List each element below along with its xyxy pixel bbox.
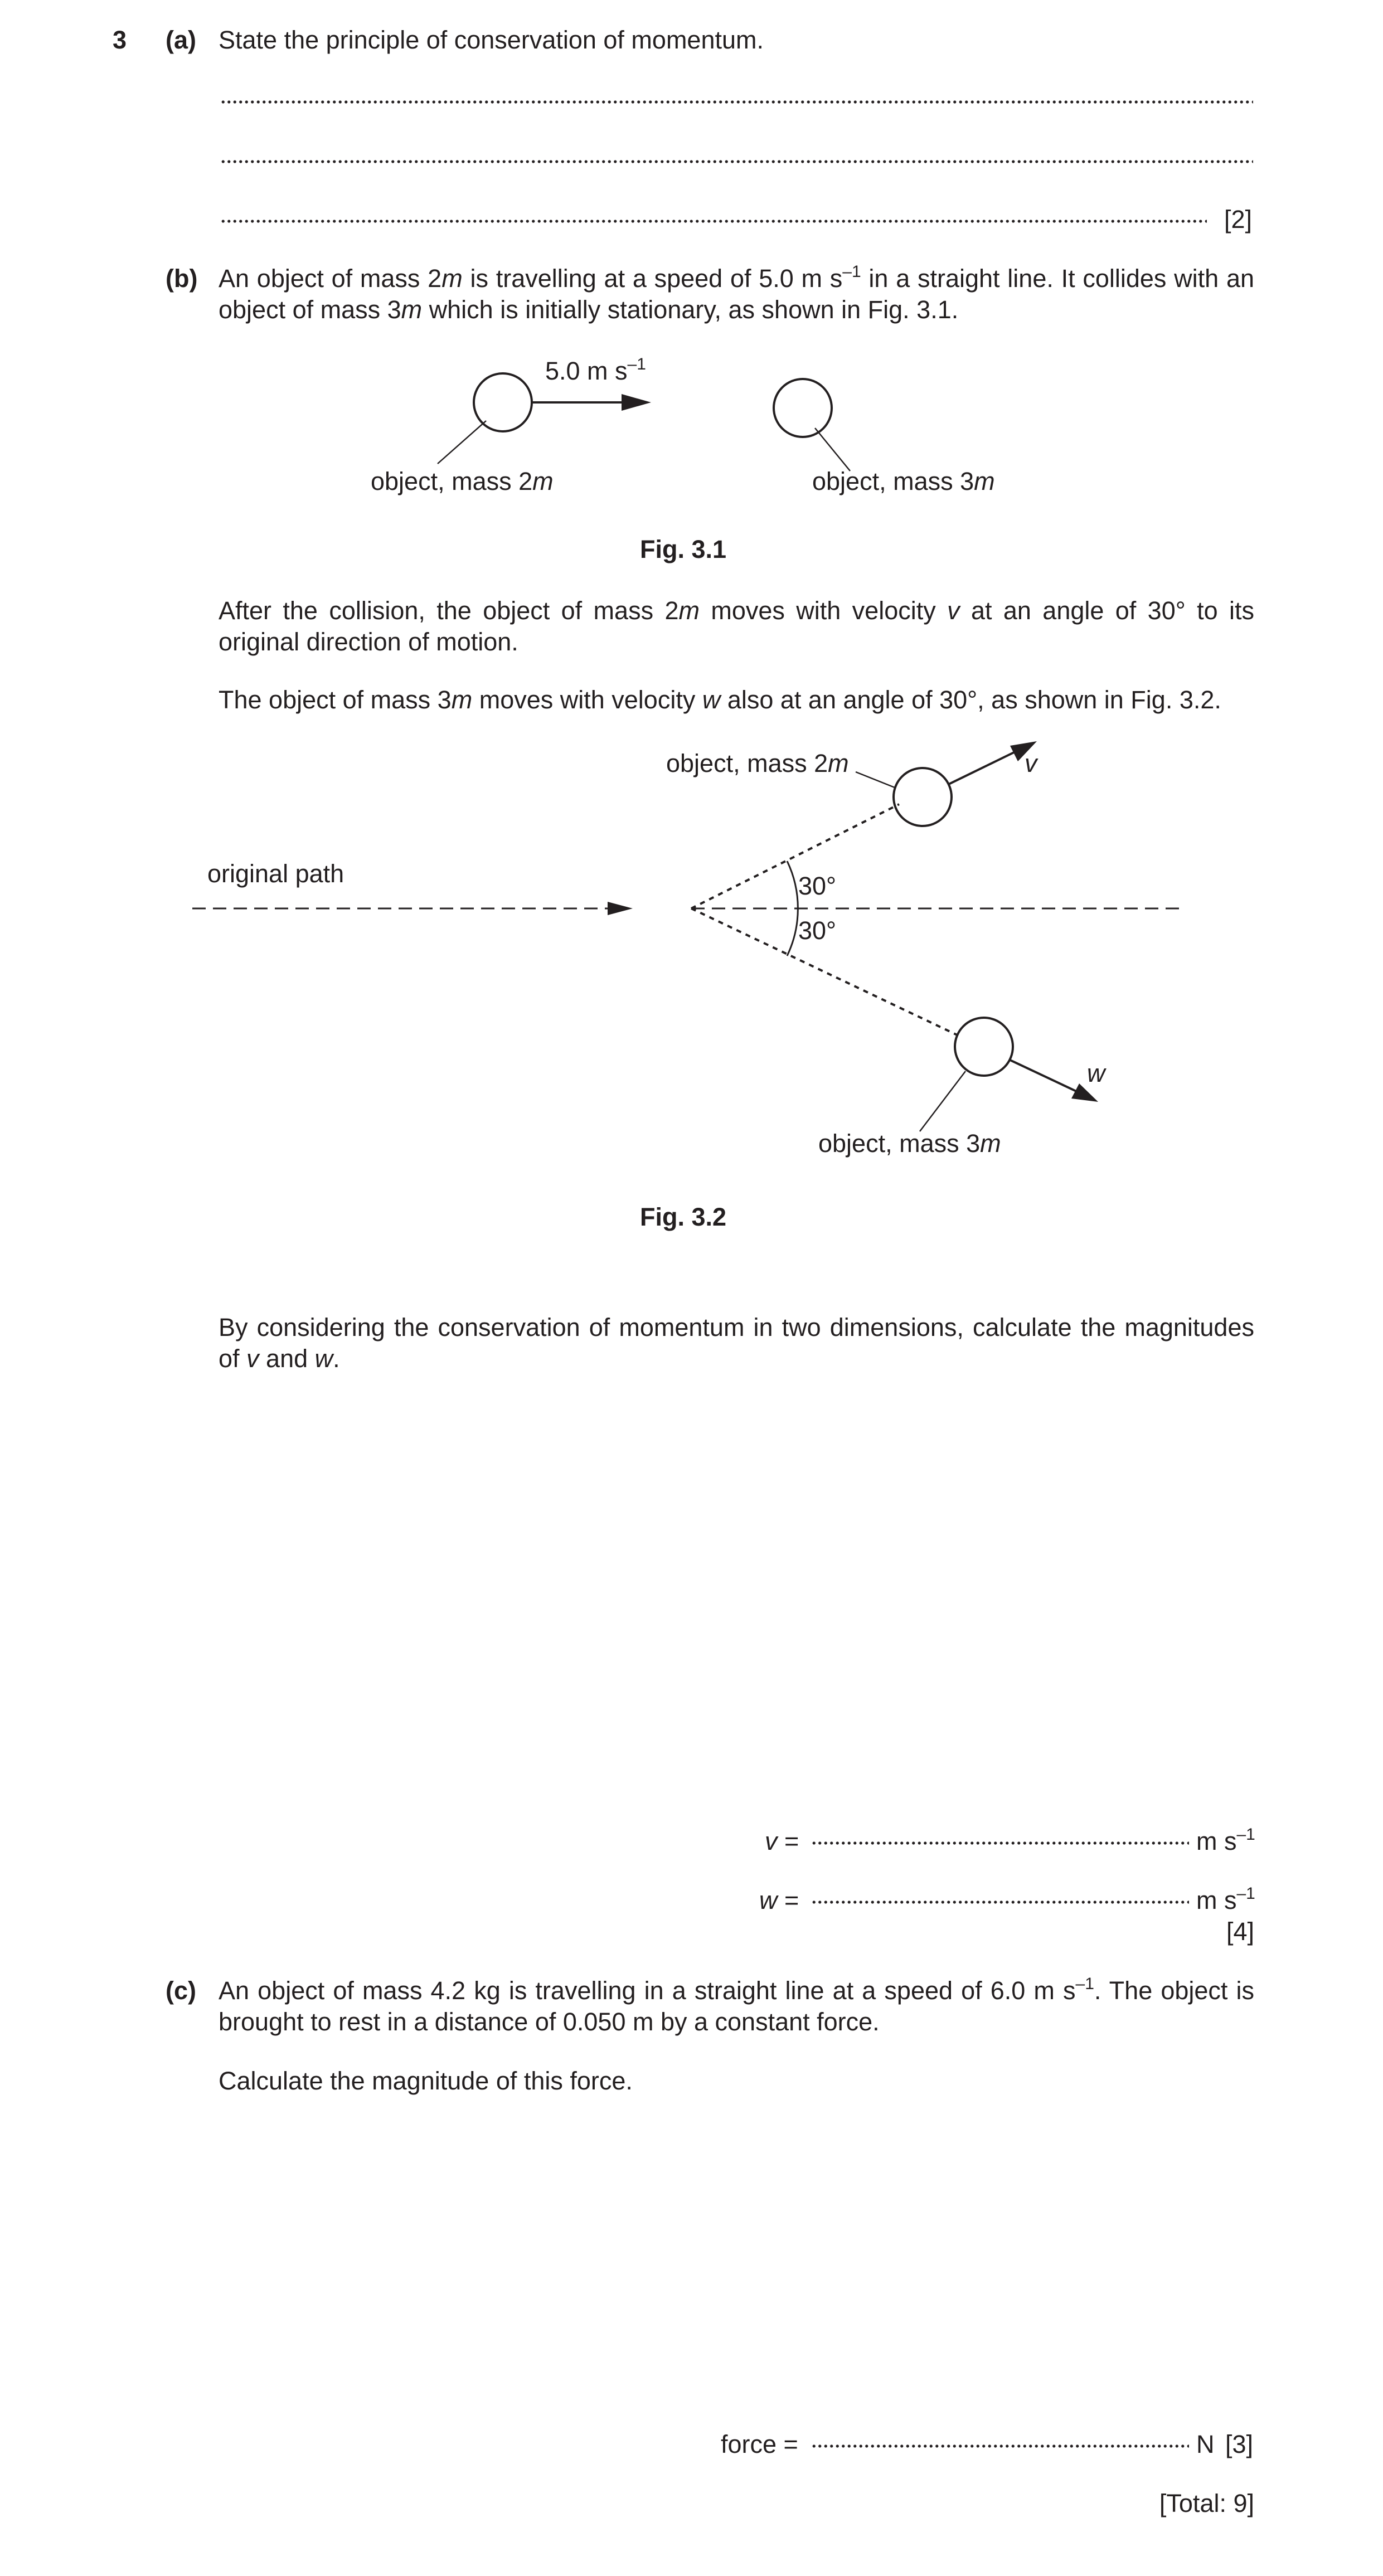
- fig2-caption: Fig. 3.2: [640, 1203, 727, 1231]
- part-c-line1: An object of mass 4.2 kg is travelling in a straight line at a speed of 6.0 m $s^{-1}$. The object is: [219, 1975, 1254, 2005]
- fig2-angle-top: 30°: [798, 872, 837, 900]
- fig2-path-2m-dotted: [691, 804, 899, 908]
- calc-prompt-line1: By considering the conservation of momentum in two dimensions, calculate the magnitudes: [219, 1313, 1254, 1342]
- part-c-marks: [3]: [1225, 2430, 1254, 2458]
- fig1-leader-left: [438, 421, 486, 464]
- question-number: 3: [113, 26, 127, 54]
- fig1-speed-label: 5.0 m $s^{-1}$: [545, 355, 646, 385]
- answer-v-unit: m $s^{-1}$: [1196, 1825, 1255, 1855]
- fig1-leader-right: [815, 428, 850, 471]
- fig2-path-arrowhead: [608, 902, 633, 915]
- after-collision-line2: original direction of motion.: [219, 628, 518, 656]
- fig2-v-label: v: [1025, 749, 1037, 777]
- fig1-object-2m: [474, 373, 532, 431]
- answer-w-line[interactable]: [811, 1899, 1189, 1905]
- fig1-object-3m: [774, 379, 832, 437]
- fig1-arrowhead: [622, 394, 651, 411]
- part-a-marks: [2]: [1224, 205, 1253, 234]
- fig1-label-right: object, mass 3m: [812, 467, 995, 495]
- fig1-label-left: object, mass 2m: [371, 467, 554, 495]
- part-a-label: (a): [166, 26, 196, 54]
- force-label: force =: [721, 2430, 798, 2458]
- fig2-original-path-label: original path: [207, 859, 344, 888]
- after-collision-line1: After the collision, the object of mass 2m moves with velocity v at an angle of 30° to its: [219, 596, 1254, 625]
- answer-w-label: w =: [759, 1886, 799, 1914]
- fig2-object-2m: [894, 768, 952, 826]
- part-a-prompt: State the principle of conservation of momentum.: [219, 26, 764, 54]
- total-marks: [Total: 9]: [1159, 2489, 1254, 2517]
- part-b-intro-line1: An object of mass 2m is travelling at a speed of 5.0 m $s^{-1}$ in a straight line. It collides with an: [219, 263, 1255, 293]
- part-b-intro-line2: object of mass 3m which is initially stationary, as shown in Fig. 3.1.: [219, 295, 959, 324]
- fig1-caption: Fig. 3.1: [640, 535, 727, 563]
- fig2-velocity-v-arrow: [949, 751, 1017, 784]
- force-unit: N: [1196, 2430, 1215, 2458]
- part-c-line2: brought to rest in a distance of 0.050 m by a constant force.: [219, 2008, 880, 2036]
- answer-w-unit: m $s^{-1}$: [1196, 1884, 1255, 1914]
- part-c-label: (c): [166, 1976, 196, 2005]
- answer-v-line[interactable]: [811, 1840, 1189, 1846]
- force-answer-line[interactable]: [811, 2443, 1189, 2449]
- fig2-label-bottom: object, mass 3m: [818, 1129, 1001, 1158]
- fig2-leader-top: [856, 772, 895, 788]
- fig2-w-label: w: [1087, 1059, 1105, 1087]
- part-b-label: (b): [166, 264, 198, 293]
- fig2-label-top: object, mass 2m: [666, 749, 849, 777]
- second-object-text: The object of mass 3m moves with velocity w also at an angle of 30°, as shown in Fig. 3.2.: [219, 686, 1221, 714]
- fig2-leader-bottom: [920, 1071, 965, 1131]
- fig2-object-3m: [955, 1018, 1013, 1076]
- calc-prompt-line2: of v and w.: [219, 1344, 340, 1373]
- fig2-angle-bottom: 30°: [798, 916, 837, 945]
- part-b-marks: [4]: [1226, 1917, 1254, 1946]
- part-c-prompt: Calculate the magnitude of this force.: [219, 2067, 633, 2095]
- fig2-velocity-w-arrow: [1010, 1060, 1079, 1092]
- answer-v-label: v =: [765, 1827, 799, 1855]
